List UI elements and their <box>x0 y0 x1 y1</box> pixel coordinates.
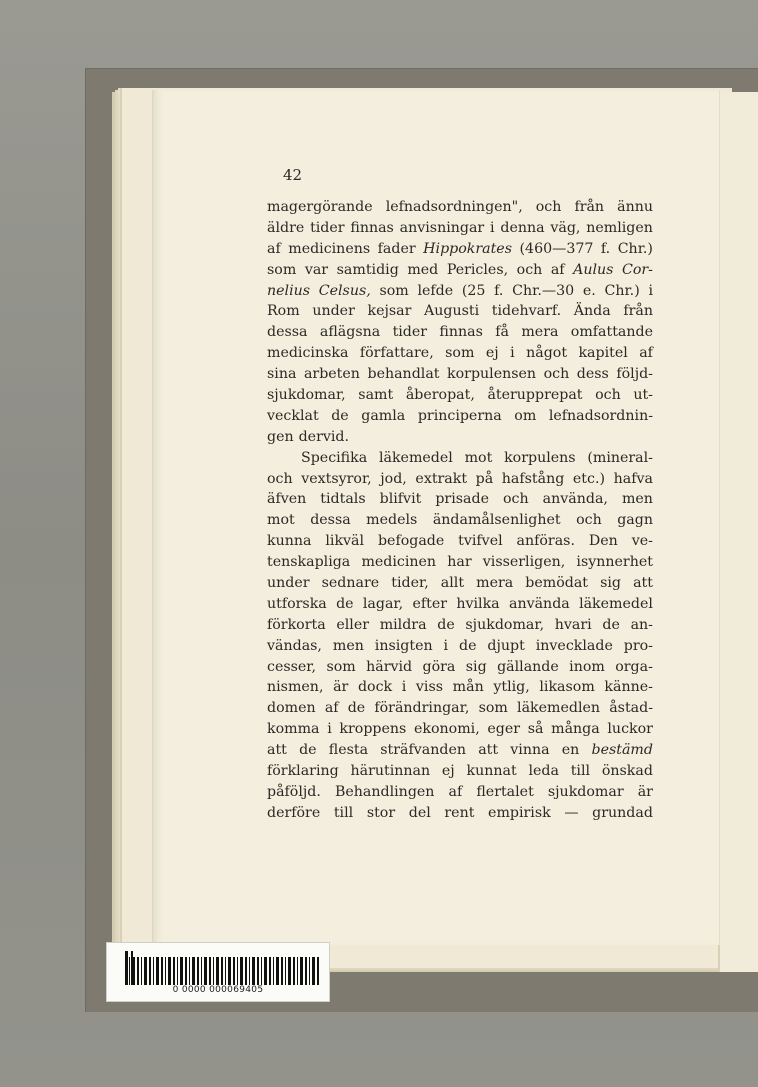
word: hafva <box>613 470 653 487</box>
word: kapitel <box>578 345 628 362</box>
word: korpulensen <box>447 366 537 383</box>
word: Cor- <box>621 261 653 278</box>
word: medicinska <box>267 345 349 362</box>
text-line <box>267 719 653 740</box>
text-line <box>267 239 653 260</box>
word: och <box>267 470 293 487</box>
word: många <box>551 721 600 738</box>
word: isynnerhet <box>576 554 653 571</box>
word: invecklade <box>535 637 613 654</box>
word: hafstång <box>501 470 565 487</box>
word: f. <box>600 240 611 257</box>
word: och <box>543 366 570 383</box>
word: tidtals <box>320 491 366 508</box>
page-number: 42 <box>283 166 303 184</box>
text-line <box>267 260 653 281</box>
word: finnas <box>350 219 394 236</box>
word: och <box>503 491 529 508</box>
word: under <box>267 575 310 592</box>
word: mån <box>452 679 484 696</box>
word: magergörande <box>267 199 373 215</box>
word: de <box>437 616 455 633</box>
word: sträfvanden <box>380 742 466 759</box>
word: är <box>637 783 653 800</box>
text-line <box>267 761 653 782</box>
word: är <box>333 679 349 696</box>
text-line <box>267 552 653 573</box>
word: korpulens <box>504 449 576 466</box>
word: få <box>495 324 509 341</box>
word: tenskapliga <box>267 554 351 571</box>
word: anföras. <box>516 533 575 550</box>
text-line <box>267 677 653 698</box>
word: Chr.—30 <box>512 282 575 299</box>
word: i <box>490 219 495 236</box>
word: i <box>327 721 332 738</box>
word: under <box>312 303 355 320</box>
word: flesta <box>328 742 369 759</box>
word: äldre <box>267 219 305 236</box>
word: eller <box>336 616 369 633</box>
word: de <box>459 637 477 654</box>
word: ändamålsenlighet <box>432 512 561 529</box>
word: flertalet <box>476 783 534 800</box>
word: empirisk <box>488 804 551 821</box>
word: Hippokrates <box>423 240 512 257</box>
word: behandlat <box>367 366 440 383</box>
text-line <box>267 510 653 531</box>
barcode-label <box>106 942 330 1002</box>
barcode-icon <box>125 957 321 985</box>
word: en <box>561 742 580 759</box>
text-line <box>267 469 653 490</box>
word: i <box>443 637 449 654</box>
word: komma <box>267 721 320 738</box>
word: återupprepat <box>487 387 583 404</box>
word: bemödat <box>525 575 588 592</box>
word: visserligen, <box>482 554 566 571</box>
word: omfattande <box>570 324 653 341</box>
word: påföljd. <box>267 783 321 800</box>
word: pro- <box>623 637 653 654</box>
word: de <box>336 595 354 612</box>
word: Augusti <box>424 303 480 320</box>
text-line <box>267 782 653 803</box>
word: läkemedel <box>579 595 653 612</box>
word: mera <box>476 575 514 592</box>
word: Rom <box>267 303 300 320</box>
word: vextsyror, <box>301 470 372 487</box>
word: del <box>408 804 431 821</box>
word: och <box>516 261 543 278</box>
word: de <box>331 407 349 424</box>
text-line <box>267 740 653 761</box>
word: förkorta <box>267 616 326 633</box>
word: lefde <box>417 282 454 299</box>
word: Behandlingen <box>334 783 435 800</box>
word: så <box>527 721 544 738</box>
word: sednare <box>321 575 380 592</box>
word: har <box>447 554 472 571</box>
word: åstad- <box>609 700 653 717</box>
word: på <box>475 470 494 487</box>
word: läkemedel <box>378 449 453 466</box>
word: känne- <box>604 679 653 696</box>
word: önskad <box>601 763 653 780</box>
word: af <box>267 240 281 257</box>
word: kunnat <box>466 763 517 780</box>
word: som <box>379 282 409 299</box>
word: som <box>326 658 356 675</box>
word: kejsar <box>367 303 412 320</box>
word: ytlig, <box>493 679 530 696</box>
word: Celsus, <box>318 282 371 299</box>
word: efter <box>412 595 448 612</box>
word: använda <box>508 595 570 612</box>
word: kunna <box>267 533 312 550</box>
word: förklaring <box>267 763 339 780</box>
word: f. <box>494 282 504 299</box>
word: utforska <box>267 595 327 612</box>
word: hvari <box>554 616 592 633</box>
word: nismen, <box>267 679 324 696</box>
word: Den <box>588 533 618 550</box>
word: i <box>648 282 653 299</box>
word: — <box>564 804 579 821</box>
word: Specifika <box>301 449 368 466</box>
word: som <box>267 261 297 278</box>
word: cesser, <box>267 658 317 675</box>
word: stor <box>366 804 396 821</box>
word: följd- <box>616 366 653 383</box>
text-line <box>267 636 653 657</box>
word: Chr.) <box>617 240 653 257</box>
text-line <box>267 427 653 448</box>
word: tider, <box>391 575 429 592</box>
word: blifvit <box>379 491 422 508</box>
text-line <box>267 803 653 824</box>
word: bestämd <box>591 742 653 759</box>
word: insigten <box>374 637 433 654</box>
word: derföre <box>267 804 321 821</box>
word: anvisningar <box>399 219 485 236</box>
word: gagn <box>617 512 653 529</box>
text-line <box>267 594 653 615</box>
word: medicinens <box>288 240 371 257</box>
text-line <box>267 197 653 218</box>
word: prisade <box>435 491 489 508</box>
word: om <box>514 407 537 424</box>
word: men <box>332 637 364 654</box>
word: med <box>407 261 439 278</box>
text-line <box>267 657 653 678</box>
word: af <box>639 345 653 362</box>
word: och <box>576 512 602 529</box>
word: dervid. <box>298 428 349 445</box>
body-text <box>267 197 653 824</box>
word: dessa <box>267 324 308 341</box>
text-line <box>267 615 653 636</box>
word: ut- <box>633 387 653 404</box>
word: som <box>478 700 508 717</box>
word: tider <box>310 219 345 236</box>
word: ekonomi, <box>413 721 480 738</box>
word: af <box>324 700 339 717</box>
text-line <box>267 489 653 510</box>
word: rent <box>444 804 475 821</box>
word: och <box>535 199 562 215</box>
word: i <box>401 679 407 696</box>
word: allt <box>440 575 465 592</box>
text-line <box>267 281 653 302</box>
word: att <box>478 742 499 759</box>
word: af <box>550 261 565 278</box>
word: att <box>267 742 287 759</box>
word: tider <box>392 324 428 341</box>
word: principerna <box>417 407 502 424</box>
word: leda <box>528 763 559 780</box>
word: mildra <box>379 616 427 633</box>
word: (460—377 <box>519 240 594 257</box>
word: lefnadsordnin- <box>548 407 653 424</box>
word: (mineral- <box>587 449 653 466</box>
word: befogade <box>377 533 445 550</box>
word: som <box>445 345 475 362</box>
word: gamla <box>361 407 406 424</box>
word: medels <box>366 512 418 529</box>
word: aflägsna <box>319 324 381 341</box>
word: likväl <box>325 533 365 550</box>
word: i <box>510 345 515 362</box>
word: sjukdomar, <box>465 616 545 633</box>
word: de <box>299 742 317 759</box>
word: kroppens <box>339 721 407 738</box>
word: väg, <box>550 219 581 236</box>
word: vändas, <box>267 637 322 654</box>
word: (25 <box>461 282 486 299</box>
text-line <box>267 218 653 239</box>
word: tidehvarf. <box>491 303 562 320</box>
word: tvifvel <box>458 533 503 550</box>
text-line <box>267 301 653 322</box>
text-line <box>267 531 653 552</box>
word: extrakt <box>415 470 468 487</box>
word: något <box>526 345 568 362</box>
word: från <box>623 303 653 320</box>
word: härvid <box>366 658 413 675</box>
word: inom <box>569 658 605 675</box>
word: gällande <box>497 658 559 675</box>
word: e. <box>582 282 596 299</box>
word: var <box>304 261 329 278</box>
word: de <box>602 616 620 633</box>
word: orga- <box>615 658 653 675</box>
word: härutinnan <box>350 763 431 780</box>
word: ej <box>485 345 499 362</box>
word: gen <box>267 428 294 445</box>
word: likasom <box>539 679 595 696</box>
word: etc.) <box>572 470 605 487</box>
word: fader <box>377 240 416 257</box>
text-line <box>267 406 653 427</box>
word: viss <box>415 679 444 696</box>
word: nelius <box>267 282 311 299</box>
word: sjukdomar, <box>267 387 346 404</box>
word: finnas <box>439 324 483 341</box>
word: domen <box>267 700 316 717</box>
word: till <box>333 804 354 821</box>
facing-page-edge <box>718 92 758 972</box>
word: Chr.) <box>604 282 640 299</box>
word: dessa <box>310 512 351 529</box>
word: de <box>347 700 366 717</box>
text-line <box>267 448 653 469</box>
word: samtidig <box>336 261 399 278</box>
word: att <box>633 575 653 592</box>
word: läkemedlen <box>517 700 601 717</box>
word: af <box>448 783 463 800</box>
word: mera <box>521 324 559 341</box>
word: vecklat <box>267 407 319 424</box>
word: Ända <box>573 303 611 320</box>
word: sina <box>267 366 297 383</box>
word: mot <box>464 449 493 466</box>
word: medicinen <box>361 554 437 571</box>
word: lagar, <box>362 595 404 612</box>
word: författare, <box>359 345 434 362</box>
text-line <box>267 322 653 343</box>
word: ej <box>441 763 455 780</box>
word: djupt <box>487 637 525 654</box>
word: lefnadsordningen", <box>385 199 523 215</box>
text-line <box>267 343 653 364</box>
word: från <box>574 199 605 215</box>
word: arbeten <box>303 366 360 383</box>
text-line <box>267 364 653 385</box>
word: Pericles, <box>446 261 509 278</box>
word: och <box>595 387 621 404</box>
word: grundad <box>592 804 653 821</box>
word: Aulus <box>573 261 614 278</box>
word: men <box>621 491 653 508</box>
word: ännu <box>617 199 653 215</box>
word: denna <box>500 219 545 236</box>
barcode-number: 0 0000 000069405 <box>172 985 264 995</box>
word: ve- <box>631 533 653 550</box>
word: förändringar, <box>374 700 470 717</box>
word: jod, <box>380 470 407 487</box>
text-line <box>267 698 653 719</box>
text-line <box>267 385 653 406</box>
word: äfven <box>267 491 307 508</box>
word: åberopat, <box>405 387 475 404</box>
word: dess <box>576 366 609 383</box>
word: eger <box>487 721 521 738</box>
word: mot <box>267 512 295 529</box>
text-line <box>267 573 653 594</box>
word: luckor <box>607 721 653 738</box>
word: till <box>570 763 591 780</box>
word: hvilka <box>456 595 500 612</box>
word: använda, <box>542 491 608 508</box>
word: sig <box>465 658 487 675</box>
word: göra <box>422 658 456 675</box>
word: an- <box>630 616 653 633</box>
word: dock <box>357 679 393 696</box>
word: sjukdomar <box>547 783 624 800</box>
word: sig <box>600 575 621 592</box>
word: nemligen <box>586 219 653 236</box>
word: samt <box>358 387 394 404</box>
word: vinna <box>510 742 550 759</box>
